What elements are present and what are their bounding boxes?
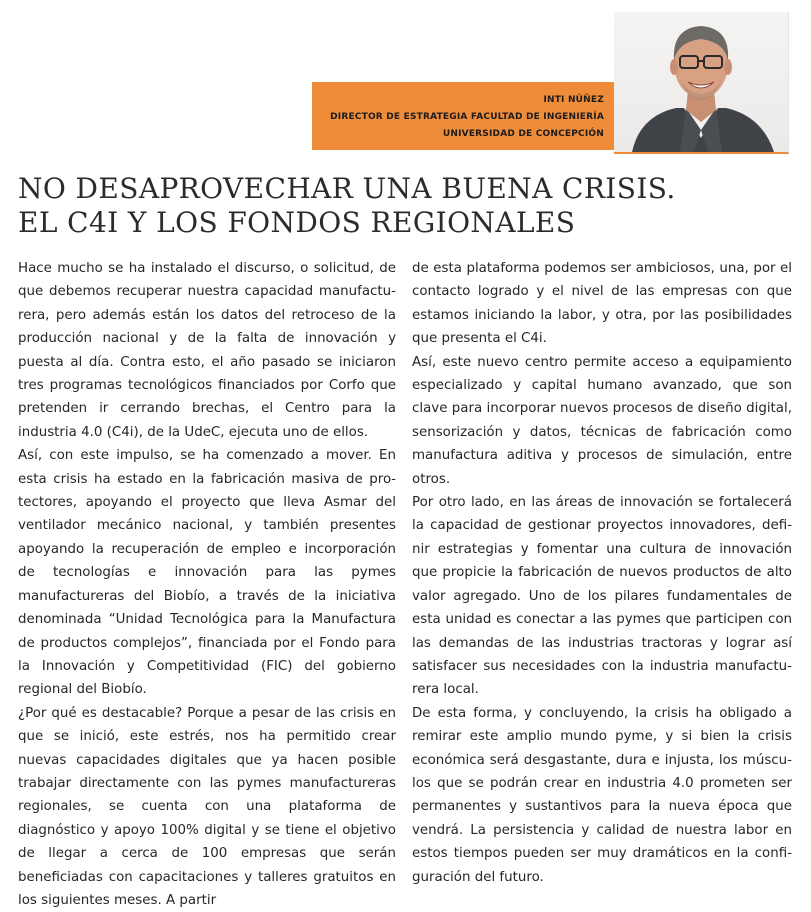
headline-line-2: EL C4I Y LOS FONDOS REGIONALES [18, 206, 576, 239]
author-institution: UNIVERSIDAD DE CONCEPCIÓN [442, 129, 604, 139]
author-name: INTI NÚÑEZ [543, 95, 604, 105]
author-photo [614, 12, 789, 154]
headline-line-1: NO DESAPROVECHAR UNA BUENA CRISIS. [18, 172, 676, 205]
paragraph: ¿Por qué es destacable? Porque a pesar de las crisis en que se inició, este estrés, nos ha permitido crear nuevas capacidades digitales que ya hacen posible trabajar directamente con las pymes manufactureras regionales, se cuenta con una plataforma de diagnóstico y apoyo 100% digital y se tiene el objetivo de llegar a cerca de 100 empresas que serán beneficiadas con capacitaciones y talleres gratuitos en los siguientes meses. A partir [18, 705, 396, 908]
paragraph: Hace mucho se ha instalado el discurso, o solicitud, de que debemos recuperar nuestra capacidad manufacturera, pero además están los datos del retroceso de la producción nacional y de la falta de innovación y puesta al día. Contra esto, el año pasado se iniciaron tres programas tecnológicos financiados por Corfo que pretenden ir cerrando brechas, el Centro para la industria 4.0 (C4i), de la UdeC, ejecuta uno de ellos. [18, 261, 396, 440]
paragraph: Así, con este impulso, se ha comenzado a mover. En esta crisis ha estado en la fabricación masiva de protectores, apoyando el proyecto que lleva Asmar del ventilador mecánico nacional, y también presentes apoyando la recuperación de empleo e incorporación de tecnologías e innovación para las pymes manufactureras del Biobío, a través de la iniciativa denominada “Unidad Tecnológica para la Manufactura de productos complejos”, financiada por el Fondo para la Innovación y Competitividad (FIC) del gobierno regional del Biobío. [18, 448, 396, 698]
paragraph: Así, este nuevo centro permite acceso a equipamiento especializado y capital humano avanzado, que son clave para incorporar nuevos procesos de diseño digital, sensorización y datos, técnicas de fabricación como manufactura aditiva y procesos de simulación, entre otros. [412, 354, 792, 487]
author-box [312, 82, 614, 150]
paragraph: Por otro lado, en las áreas de innovación se fortalecerá la capacidad de gestionar proyectos innovadores, definir estrategias y fomentar una cultura de innovación que propicie la fabricación de nuevos productos de alto valor agregado. Uno de los pilares fundamentales de esta unidad es conectar a las pymes que participen con las demandas de las industrias tractoras y lograr así satisfacer sus necesidades con la industria manufacturera local. [412, 495, 792, 698]
article-column-left [18, 257, 396, 912]
author-role: DIRECTOR DE ESTRATEGIA FACULTAD DE INGENIERÍA [330, 112, 604, 122]
author-portrait-illustration [614, 12, 788, 152]
article-headline [18, 172, 798, 240]
article-column-right [412, 257, 792, 889]
paragraph: de esta plataforma podemos ser ambiciosos, una, por el contacto logrado y el nivel de las empresas con que estamos iniciando la labor, y otra, por las posibilidades que presenta el C4i. [412, 261, 792, 347]
paragraph: De esta forma, y concluyendo, la crisis ha obligado a remirar este amplio mundo pyme, y si bien la crisis económica será desgastante, dura e injusta, los músculos que se podrán crear en industria 4.0 prometen ser permanentes y sustantivos para la nueva época que vendrá. La persistencia y calidad de nuestra labor en estos tiempos pueden ser muy dramáticos en la configuración del futuro. [412, 705, 792, 885]
